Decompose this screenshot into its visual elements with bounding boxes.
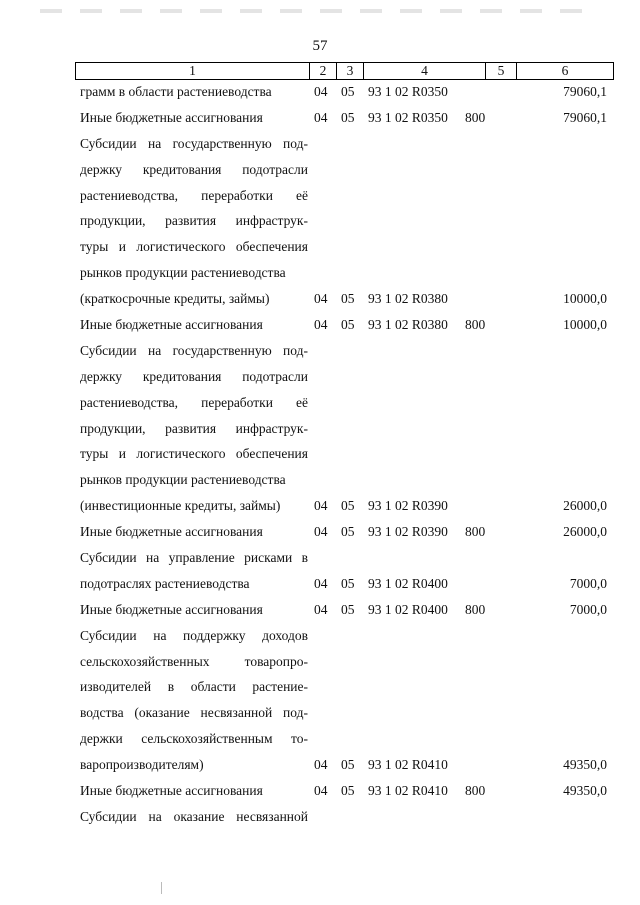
cell-col-6: 79060,1 bbox=[563, 84, 607, 99]
cell-col-1: Субсидии на оказание несвязанной bbox=[80, 808, 308, 824]
header-col-2: 2 bbox=[310, 63, 337, 80]
cell-col-4: 93 1 02 R0410 bbox=[368, 757, 448, 773]
cell-col-5: 800 bbox=[465, 317, 486, 333]
cell-col-6: 26000,0 bbox=[563, 498, 607, 514]
cell-col-1: сельскохозяйственных товаропро- bbox=[80, 653, 308, 669]
table-row bbox=[0, 208, 640, 234]
cell-col-6: 26000,0 bbox=[563, 524, 607, 540]
table-row bbox=[0, 131, 640, 157]
header-col-4: 4 bbox=[364, 63, 486, 80]
cell-col-2: 04 bbox=[314, 757, 328, 773]
cell-col-4: 93 1 02 R0380 bbox=[368, 291, 448, 307]
table-header bbox=[75, 62, 614, 80]
cell-col-4: 93 1 02 R0410 bbox=[368, 783, 448, 799]
cell-col-1: держку кредитования подотрасли bbox=[80, 368, 308, 384]
cell-col-1: продукции, развития инфраструк- bbox=[80, 420, 308, 436]
cell-col-3: 05 bbox=[341, 84, 355, 99]
cell-col-1: подотраслях растениеводства bbox=[80, 575, 250, 591]
cell-col-1: Субсидии на государственную под- bbox=[80, 342, 308, 358]
page-number: 57 bbox=[312, 38, 328, 54]
table-row bbox=[0, 752, 640, 778]
cell-col-3: 05 bbox=[341, 498, 355, 514]
cell-col-4: 93 1 02 R0390 bbox=[368, 498, 448, 514]
cell-col-2: 04 bbox=[314, 524, 328, 540]
table-row bbox=[0, 467, 640, 493]
table-row bbox=[0, 623, 640, 649]
cell-col-3: 05 bbox=[341, 291, 355, 307]
cell-col-6: 79060,1 bbox=[563, 109, 607, 125]
table-row bbox=[0, 597, 640, 623]
cell-col-1: Иные бюджетные ассигнования bbox=[80, 317, 263, 333]
cell-col-1: держку кредитования подотрасли bbox=[80, 161, 308, 177]
table-row bbox=[0, 79, 640, 105]
cell-col-6: 49350,0 bbox=[563, 757, 607, 773]
cell-col-1: Иные бюджетные ассигнования bbox=[80, 783, 263, 799]
cell-col-4: 93 1 02 R0350 bbox=[368, 84, 448, 99]
cell-col-6: 10000,0 bbox=[563, 317, 607, 333]
table-row bbox=[0, 157, 640, 183]
cell-col-1: грамм в области растениеводства bbox=[80, 84, 272, 99]
cell-col-4: 93 1 02 R0400 bbox=[368, 601, 448, 617]
cell-col-5: 800 bbox=[465, 783, 486, 799]
cell-col-3: 05 bbox=[341, 575, 355, 591]
table-row bbox=[0, 286, 640, 312]
cell-col-6: 7000,0 bbox=[569, 601, 607, 617]
cell-col-1: Иные бюджетные ассигнования bbox=[80, 109, 263, 125]
cell-col-3: 05 bbox=[341, 524, 355, 540]
cell-col-2: 04 bbox=[314, 575, 328, 591]
table-row bbox=[0, 416, 640, 442]
cell-col-6: 49350,0 bbox=[563, 783, 607, 799]
cell-col-1: рынков продукции растениеводства bbox=[80, 472, 286, 488]
cell-col-1: Субсидии на поддержку доходов bbox=[80, 627, 308, 643]
cell-col-1: водства (оказание несвязанной под- bbox=[80, 705, 308, 721]
cell-col-1: Субсидии на управление рисками в bbox=[80, 550, 308, 566]
scan-artifact bbox=[40, 9, 600, 13]
cell-col-4: 93 1 02 R0350 bbox=[368, 109, 448, 125]
cell-col-1: (инвестиционные кредиты, займы) bbox=[80, 498, 281, 514]
cell-col-4: 93 1 02 R0400 bbox=[368, 575, 448, 591]
cell-col-1: Иные бюджетные ассигнования bbox=[80, 524, 263, 540]
cell-col-2: 04 bbox=[314, 291, 328, 307]
cell-col-2: 04 bbox=[314, 317, 328, 333]
cell-col-1: растениеводства, переработки её bbox=[80, 394, 308, 410]
cell-col-4: 93 1 02 R0380 bbox=[368, 317, 448, 333]
cell-col-3: 05 bbox=[341, 109, 355, 125]
scan-artifact bbox=[161, 882, 162, 894]
table-row bbox=[0, 312, 640, 338]
cell-col-2: 04 bbox=[314, 84, 328, 99]
table-row bbox=[0, 649, 640, 675]
cell-col-1: растениеводства, переработки её bbox=[80, 187, 308, 203]
table-row bbox=[0, 441, 640, 467]
cell-col-1: туры и логистического обеспечения bbox=[80, 239, 308, 255]
budget-table-body bbox=[0, 79, 640, 830]
cell-col-3: 05 bbox=[341, 601, 355, 617]
table-row bbox=[0, 234, 640, 260]
cell-col-1: продукции, развития инфраструк- bbox=[80, 213, 308, 229]
cell-col-1: держки сельскохозяйственным то- bbox=[80, 731, 308, 747]
table-row bbox=[0, 364, 640, 390]
header-col-5: 5 bbox=[486, 63, 517, 80]
cell-col-1: (краткосрочные кредиты, займы) bbox=[80, 291, 270, 307]
table-row bbox=[0, 105, 640, 131]
cell-col-2: 04 bbox=[314, 109, 328, 125]
cell-col-5: 800 bbox=[465, 109, 486, 125]
cell-col-5: 800 bbox=[465, 601, 486, 617]
cell-col-5: 800 bbox=[465, 524, 486, 540]
table-row bbox=[0, 545, 640, 571]
header-col-6: 6 bbox=[517, 63, 614, 80]
cell-col-1: Иные бюджетные ассигнования bbox=[80, 601, 263, 617]
cell-col-2: 04 bbox=[314, 601, 328, 617]
cell-col-1: варопроизводителям) bbox=[80, 757, 204, 773]
table-row bbox=[0, 778, 640, 804]
table-row bbox=[0, 493, 640, 519]
table-row bbox=[0, 674, 640, 700]
cell-col-1: Субсидии на государственную под- bbox=[80, 135, 308, 151]
cell-col-2: 04 bbox=[314, 498, 328, 514]
cell-col-1: изводителей в области растение- bbox=[80, 679, 308, 695]
table-row bbox=[0, 726, 640, 752]
cell-col-3: 05 bbox=[341, 757, 355, 773]
cell-col-4: 93 1 02 R0390 bbox=[368, 524, 448, 540]
cell-col-6: 7000,0 bbox=[569, 575, 607, 591]
table-row bbox=[0, 571, 640, 597]
table-row bbox=[0, 260, 640, 286]
header-col-1: 1 bbox=[76, 63, 310, 80]
table-row bbox=[0, 338, 640, 364]
cell-col-3: 05 bbox=[341, 317, 355, 333]
cell-col-3: 05 bbox=[341, 783, 355, 799]
table-row bbox=[0, 700, 640, 726]
table-row bbox=[0, 804, 640, 830]
cell-col-1: рынков продукции растениеводства bbox=[80, 265, 286, 281]
table-row bbox=[0, 183, 640, 209]
cell-col-6: 10000,0 bbox=[563, 291, 607, 307]
table-row bbox=[0, 390, 640, 416]
table-row bbox=[0, 519, 640, 545]
cell-col-2: 04 bbox=[314, 783, 328, 799]
cell-col-1: туры и логистического обеспечения bbox=[80, 446, 308, 462]
header-col-3: 3 bbox=[337, 63, 364, 80]
